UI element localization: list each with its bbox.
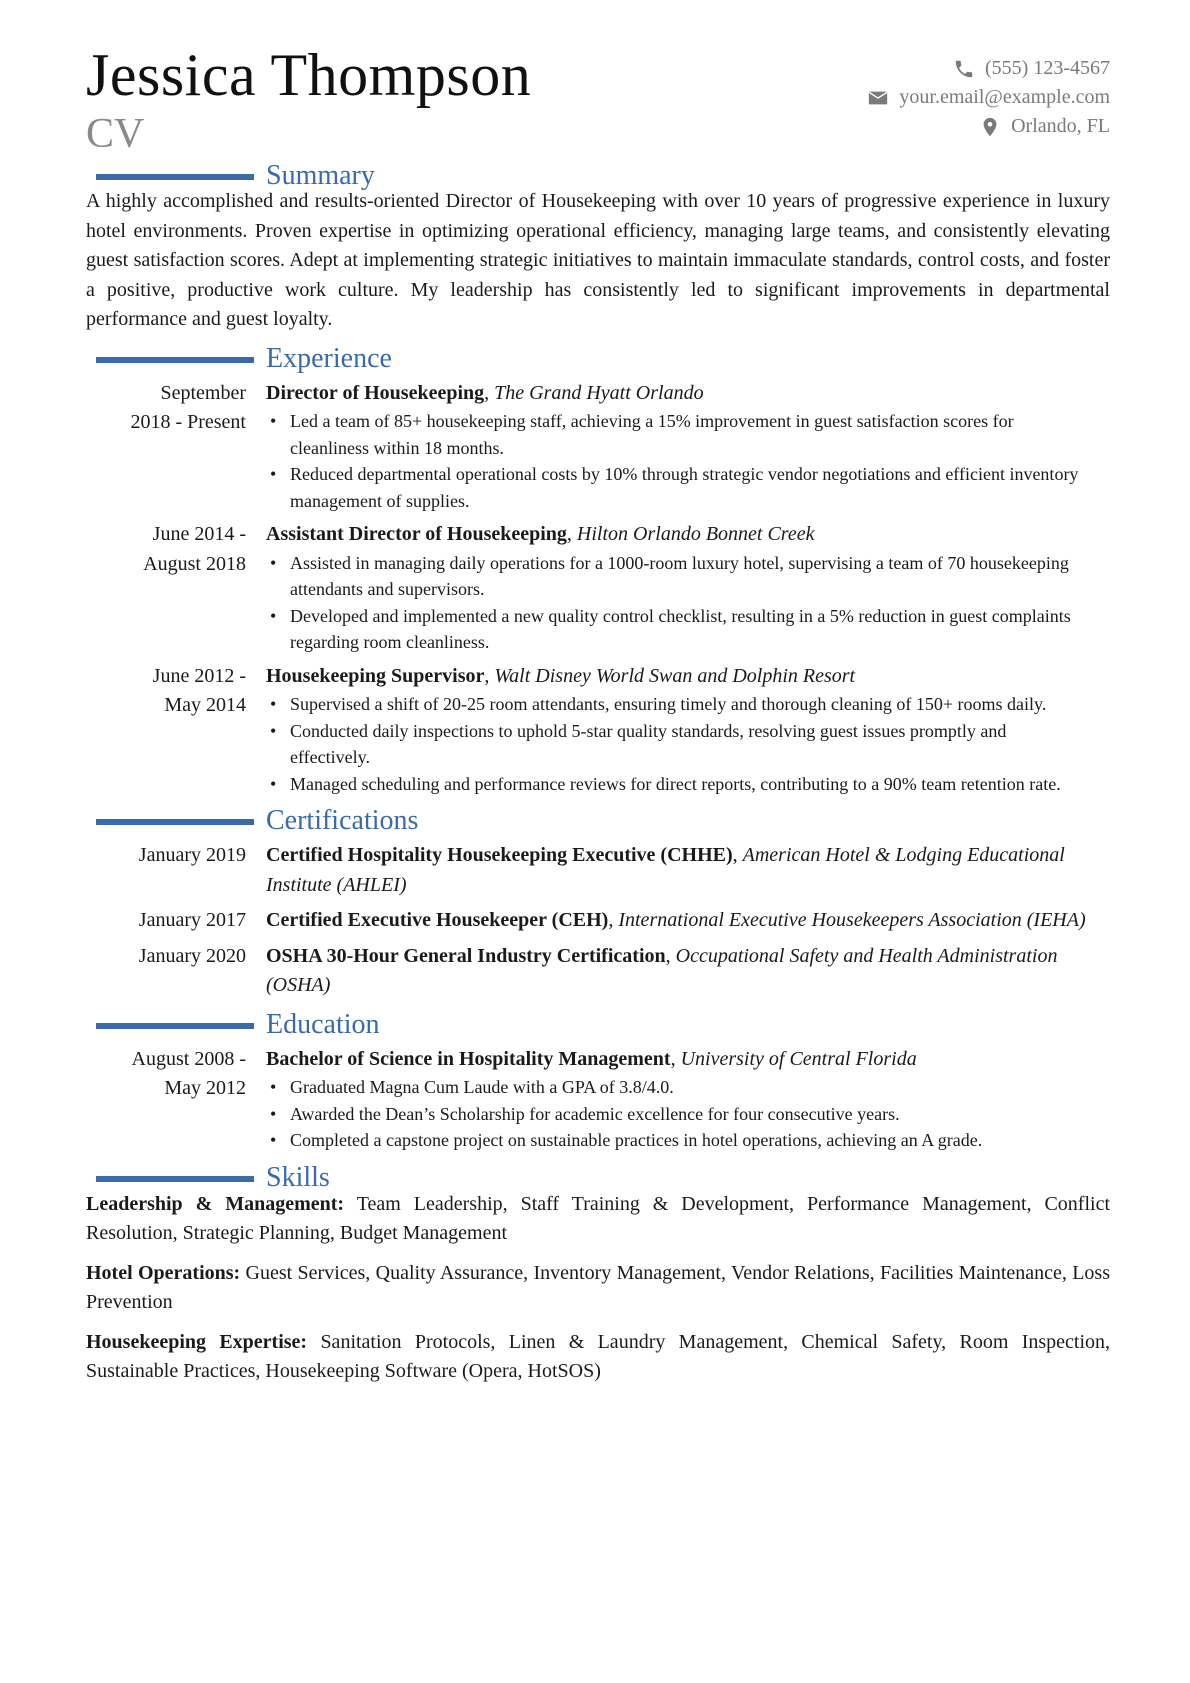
location-row (867, 112, 1110, 141)
certifications-heading (86, 803, 1110, 839)
skill-group (86, 1328, 1110, 1387)
skill-text: Guest Services, Quality Assurance, Inventory Management, Vendor Relations, Facilities Maintenance, Loss Prevention (86, 1261, 1110, 1313)
list-item: • Developed and implemented a new quality control checklist, resulting in a 5% reduction in guest complaints regarding room cleanliness. (290, 603, 1110, 656)
skill-group (86, 1259, 1110, 1318)
cv-header (86, 40, 1110, 158)
education-heading (86, 1007, 1110, 1043)
person-name: Jessica Thompson (86, 42, 532, 108)
skill-text: Team Leadership, Staff Training & Development, Performance Management, Conflict Resolution, Strategic Planning, Budget Management (86, 1192, 1111, 1244)
entry-body (266, 942, 1110, 1001)
cv-page (86, 40, 1110, 1387)
email-row (867, 83, 1110, 112)
entry-heading: Housekeeping Supervisor, Walt Disney World Swan and Dolphin Resort (266, 664, 856, 687)
date-line: September (160, 381, 246, 404)
section-title: Education (266, 1008, 380, 1040)
entry-heading: Certified Hospitality Housekeeping Executive (CHHE), American Hotel & Lodging Educational Institute (AHLEI) (266, 844, 1065, 896)
certification-name: Certified Executive Housekeeper (CEH) (266, 909, 609, 931)
certification-name: Certified Hospitality Housekeeping Executive (CHHE) (266, 844, 733, 866)
employer: Walt Disney World Swan and Dolphin Resort (494, 664, 856, 687)
entry-date (86, 379, 266, 515)
experience-entry (86, 662, 1110, 798)
employer: The Grand Hyatt Orlando (494, 381, 704, 404)
phone-text[interactable]: (555) 123-4567 (985, 57, 1110, 79)
entry-date (86, 1045, 266, 1154)
summary-heading (86, 158, 1110, 194)
skill-label: Housekeeping Expertise: (86, 1330, 308, 1353)
section-bar (96, 1176, 254, 1182)
section-title: Certifications (266, 805, 419, 836)
entry-date (86, 662, 266, 798)
experience-heading (86, 341, 1110, 377)
list-item: • Led a team of 85+ housekeeping staff, achieving a 15% improvement in guest satisfaction scores for cleanliness within 18 months. (290, 408, 1110, 461)
entry-heading: Certified Executive Housekeeper (CEH), International Executive Housekeepers Association (IEHA) (266, 909, 1086, 931)
entry-date: January 2017 (138, 909, 246, 931)
entry-date: January 2019 (138, 844, 246, 866)
entry-body (266, 520, 1110, 656)
entry-heading: Assistant Director of Housekeeping, Hilton Orlando Bonnet Creek (266, 523, 815, 545)
section-bar (96, 819, 254, 825)
entry-heading: Director of Housekeeping, The Grand Hyatt Orlando (266, 381, 704, 404)
bullet-list (266, 550, 1110, 656)
skill-group (86, 1190, 1110, 1249)
job-title: Assistant Director of Housekeeping (266, 523, 567, 545)
skill-text: Sanitation Protocols, Linen & Laundry Management, Chemical Safety, Room Inspection, Sustainable Practices, Housekeeping Software (Opera, HotSOS) (86, 1330, 1111, 1382)
date-line: August 2008 - (131, 1047, 246, 1070)
section-bar (96, 1023, 254, 1029)
employer: Hilton Orlando Bonnet Creek (576, 523, 815, 545)
document-subtitle: CV (86, 111, 145, 157)
entry-body (266, 662, 1110, 798)
entry-body (266, 841, 1110, 900)
job-title: Director of Housekeeping (266, 381, 485, 404)
bullet-list (266, 691, 1110, 797)
list-item: • Graduated Magna Cum Laude with a GPA of 3.8/4.0. (290, 1074, 1110, 1101)
entry-body (266, 906, 1110, 936)
experience-entry (86, 379, 1110, 515)
entry-date: January 2020 (138, 944, 246, 967)
certification-entry (86, 906, 1110, 936)
list-item: • Completed a capstone project on sustainable practices in hotel operations, achieving an A grade. (290, 1127, 1110, 1154)
section-bar (96, 357, 254, 363)
date-line: June 2012 - (152, 664, 246, 687)
date-line: June 2014 - (152, 523, 246, 545)
list-item: • Awarded the Dean’s Scholarship for academic excellence for four consecutive years. (290, 1101, 1110, 1128)
section-title: Summary (266, 160, 375, 191)
bullet-list (266, 1074, 1110, 1154)
certification-entry (86, 841, 1110, 900)
issuer: International Executive Housekeepers Association (IEHA) (618, 909, 1086, 931)
phone-icon (953, 58, 975, 80)
date-line: 2018 - Present (130, 411, 246, 433)
entry-body (266, 1045, 1110, 1154)
section-title: Skills (266, 1161, 330, 1193)
entry-heading: OSHA 30-Hour General Industry Certification, Occupational Safety and Health Administration (OSHA) (266, 944, 1058, 996)
entry-body (266, 379, 1110, 515)
list-item: • Supervised a shift of 20-25 room attendants, ensuring timely and thorough cleaning of 150+ rooms daily. (290, 691, 1110, 718)
degree: Bachelor of Science in Hospitality Management (266, 1047, 671, 1070)
list-item: • Assisted in managing daily operations for a 1000-room luxury hotel, supervising a team of 70 housekeeping attendants and supervisors. (290, 550, 1110, 603)
date-line: May 2014 (164, 694, 246, 716)
issuer: American Hotel & Lodging Educational Institute (AHLEI) (266, 844, 1065, 896)
list-item: • Reduced departmental operational costs by 10% through strategic vendor negotiations and efficient inventory management of supplies. (290, 461, 1110, 514)
skills-heading (86, 1160, 1110, 1196)
map-marker-icon (979, 116, 1001, 138)
list-item: • Managed scheduling and performance reviews for direct reports, contributing to a 90% team retention rate. (290, 771, 1110, 798)
contact-block (867, 54, 1110, 141)
skill-label: Hotel Operations: (86, 1261, 241, 1284)
phone-row (867, 54, 1110, 83)
education-entry (86, 1045, 1110, 1154)
section-bar (96, 174, 254, 180)
date-line: August 2018 (143, 552, 246, 575)
location-text: Orlando, FL (1011, 115, 1110, 137)
issuer: Occupational Safety and Health Administration (OSHA) (266, 944, 1058, 996)
section-title: Experience (266, 342, 392, 374)
entry-heading: Bachelor of Science in Hospitality Management, University of Central Florida (266, 1047, 917, 1070)
certification-entry (86, 942, 1110, 1001)
skill-label: Leadership & Management: (86, 1192, 345, 1215)
job-title: Housekeeping Supervisor (266, 664, 485, 687)
bullet-list (266, 408, 1110, 514)
experience-entry (86, 520, 1110, 656)
entry-date (86, 520, 266, 656)
date-line: May 2012 (164, 1077, 246, 1099)
certification-name: OSHA 30-Hour General Industry Certification (266, 944, 666, 967)
list-item: • Conducted daily inspections to uphold 5-star quality standards, resolving guest issues promptly and effectively. (290, 718, 1110, 771)
summary-text: A highly accomplished and results-oriented Director of Housekeeping with over 10 years of progressive experience in luxury hotel environments. Proven expertise in optimizing operational efficiency, managing large teams, and consistently elevating guest satisfaction scores. Adept at implementing strategic initiatives to maintain immaculate standards, control costs, and foster a positive, productive work culture. My leadership has consistently led to significant improvements in departmental performance and guest loyalty. (86, 190, 1110, 330)
email-text[interactable]: your.email@example.com (899, 86, 1110, 108)
school: University of Central Florida (680, 1047, 917, 1070)
envelope-icon (867, 87, 889, 109)
